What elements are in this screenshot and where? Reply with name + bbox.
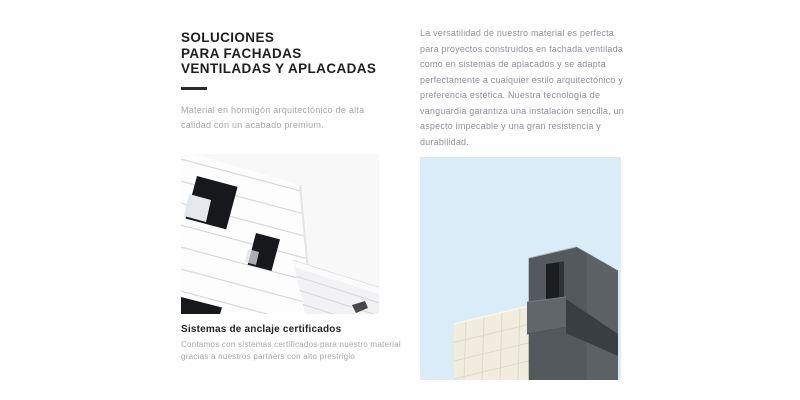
intro-text <box>181 103 393 133</box>
feature-title: Sistemas de anclaje certificados <box>181 323 342 335</box>
page-title <box>181 30 393 77</box>
paragraph-line: vanguardia garantiza una instalación sencilla, un <box>420 105 624 116</box>
title-line-1: SOLUCIONES <box>181 30 275 45</box>
feature-description-line: Contamos con sistemas certificados para nuestro material <box>181 339 401 349</box>
intro-line: calidad con un acabado premium. <box>181 119 324 130</box>
title-line-2: PARA FACHADAS <box>181 45 302 61</box>
title-underline <box>181 87 207 90</box>
description-paragraph <box>420 26 632 150</box>
paragraph-line: durabilidad. <box>420 136 469 147</box>
feature-description <box>181 339 401 363</box>
paragraph-line: preferencia estética. Nuestra tecnología de <box>420 90 601 100</box>
dark-concrete-building <box>527 247 618 380</box>
paragraph-line: La versatilidad de nuestro material es perfecta <box>420 28 615 38</box>
concrete-building-photo <box>420 157 621 380</box>
feature-description-line: gracias a nuestros partners con alto prestrigio <box>181 351 356 361</box>
title-line-3: VENTILADAS Y APLACADAS <box>181 61 377 76</box>
paragraph-line: para proyectos construidos en fachada ventilada <box>420 43 624 54</box>
right-column <box>420 26 632 380</box>
paragraph-line: como en sistemas de aplacados y se adapta <box>420 59 606 69</box>
intro-line: Material en hormigón arquitectónico de alta <box>181 104 365 115</box>
left-column <box>181 30 401 363</box>
paragraph-line: aspecto impecable y una gran resistencia y <box>420 121 601 131</box>
white-facade-photo <box>181 154 379 314</box>
paragraph-line: perfectamente a cualquier estilo arquitectónico y <box>420 74 623 85</box>
window-inner-face <box>559 262 564 300</box>
